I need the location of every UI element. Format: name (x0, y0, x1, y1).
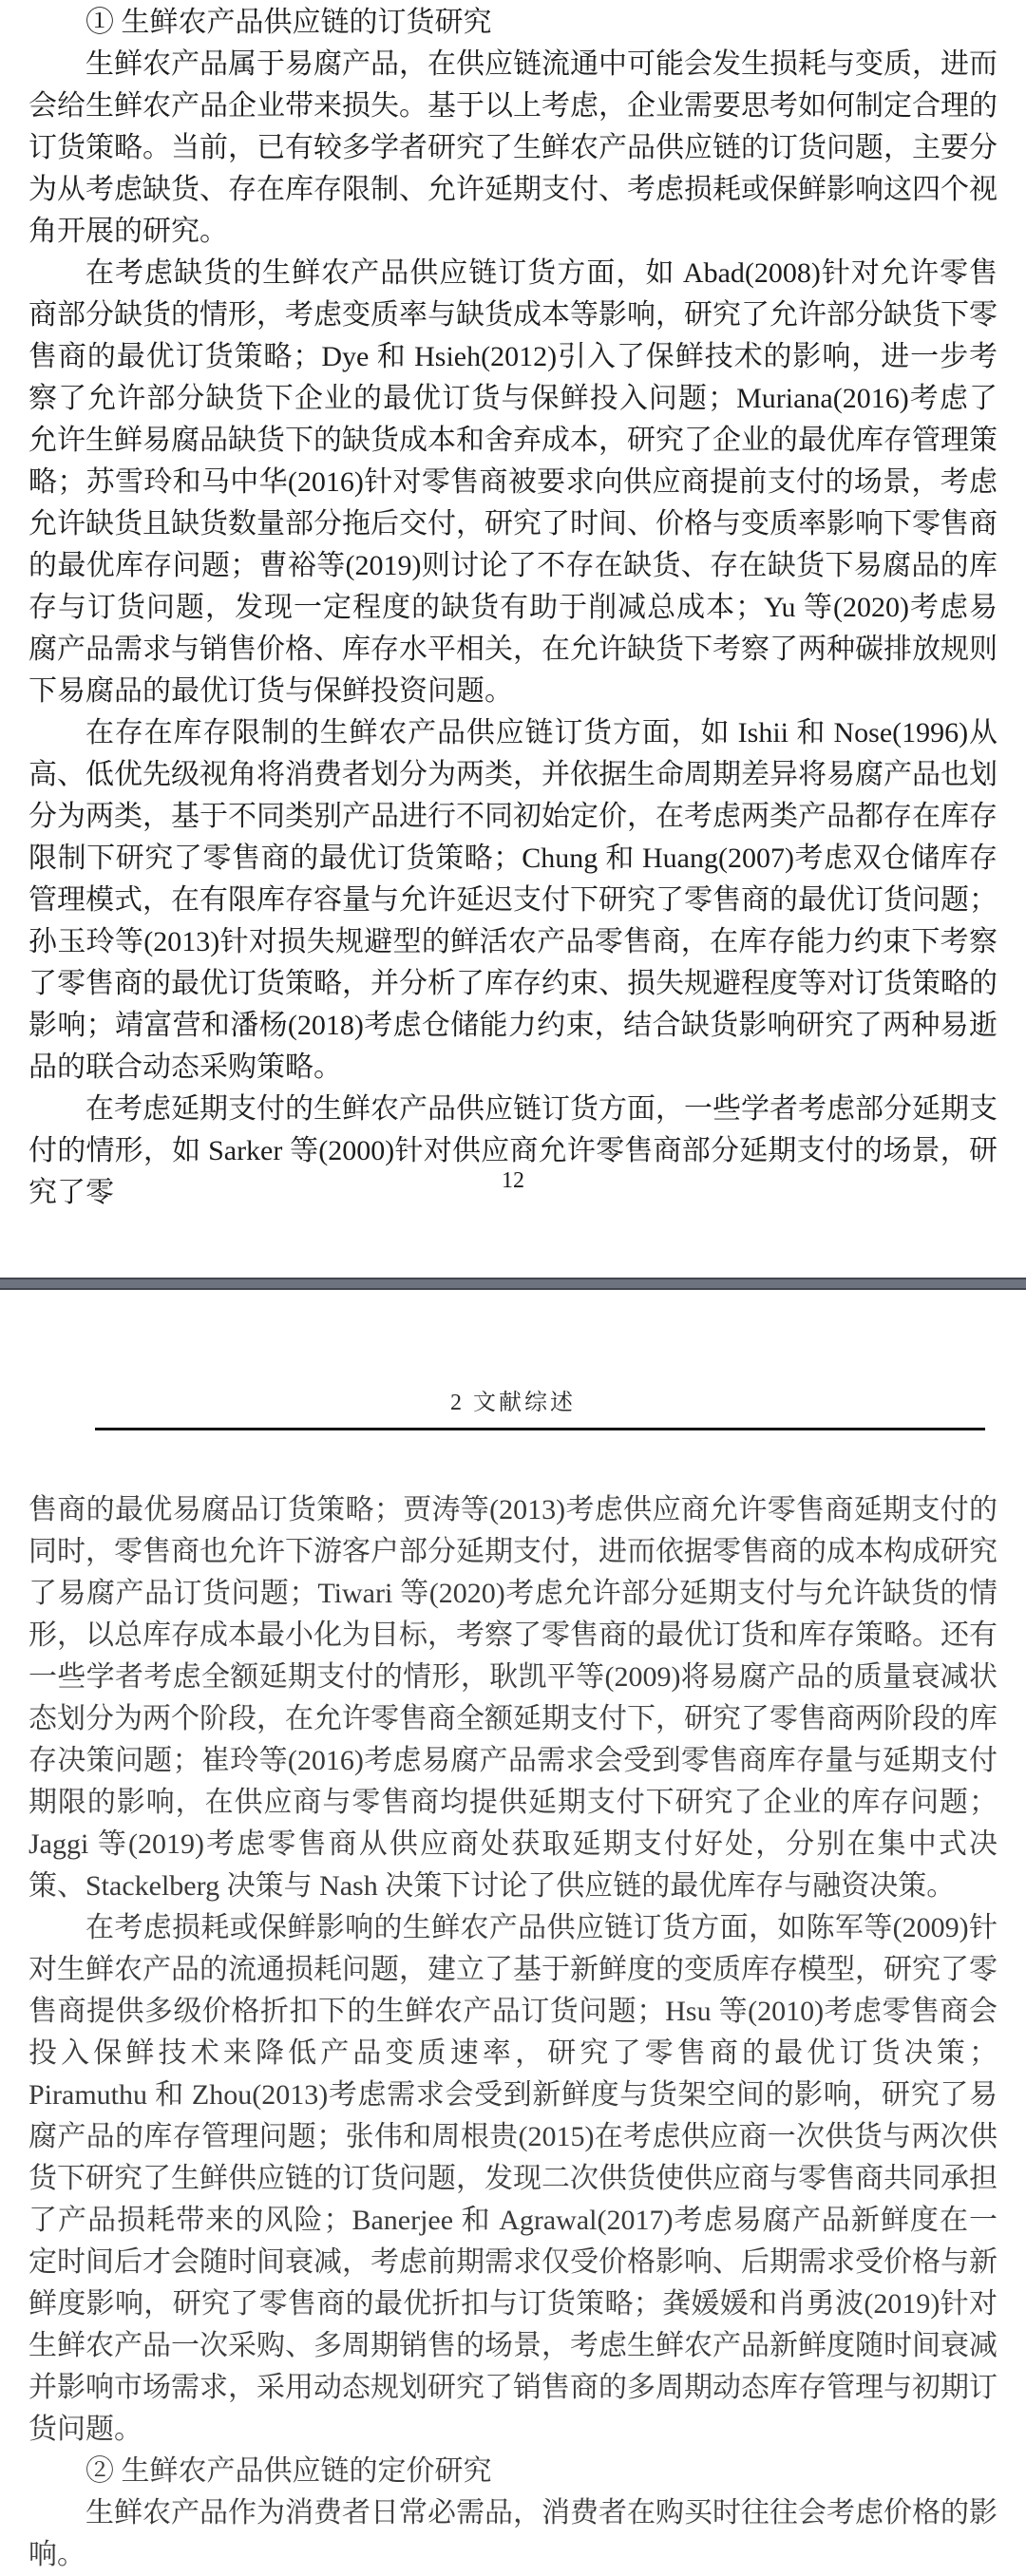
paragraph-delayed-payment-research-start: 在考虑延期支付的生鲜农产品供应链订货方面，一些学者考虑部分延期支付的情形，如 Sarker 等(2000)针对供应商允许零售商部分延期支付的场景，研究了零 (28, 1093, 998, 1208)
section-heading-ordering-research: ① 生鲜农产品供应链的订货研究 (86, 7, 492, 38)
document-page-2 (0, 1290, 1026, 2570)
paragraph-delayed-payment-research-continued: 售商的最优易腐品订货策略；贾涛等(2013)考虑供应商允许零售商延期支付的同时，零售商也允许下游客户部分延期支付，进而依据零售商的成本构成研究了易腐产品订货问题；Tiwari 等(2020)考虑允许部分延期支付与允许缺货的情形，以总库存成本最小化为目标，考察了零售商的最优订货和库存策略。还有一些学者考虑全额延期支付的情形，耿凯平等(2009)将易腐产品的质量衰减状态划分为两个阶段，在允许零售商全额延期支付下，研究了零售商两阶段的库存决策问题；崔玲等(2016)考虑易腐产品需求会受到零售商库存量与延期支付期限的影响，在供应商与零售商均提供延期支付下研究了企业的库存问题；Jaggi 等(2019)考虑零售商从供应商处获取延期支付好处，分别在集中式决策、Stackelberg 决策与 Nash 决策下讨论了供应链的最优库存与融资决策。 (28, 1494, 998, 1902)
document-page-1 (0, 0, 1026, 1278)
page-separator-bar (0, 1278, 1026, 1290)
paragraph-loss-freshness-research: 在考虑损耗或保鲜影响的生鲜农产品供应链订货方面，如陈军等(2009)针对生鲜农产品的流通损耗问题，建立了基于新鲜度的变质库存模型，研究了零售商提供多级价格折扣下的生鲜农产品订货问题；Hsu 等(2010)考虑零售商会投入保鲜技术来降低产品变质速率，研究了零售商的最优订货决策；Piramuthu 和 Zhou(2013)考虑需求会受到新鲜度与货架空间的影响，研究了易腐产品的库存管理问题；张伟和周根贵(2015)在考虑供应商一次供货与两次供货下研究了生鲜供应链的订货问题，发现二次供货使供应商与零售商共同承担了产品损耗带来的风险；Banerjee 和 Agrawal(2017)考虑易腐产品新鲜度在一定时间后才会随时间衰减，考虑前期需求仅受价格影响、后期需求受价格与新鲜度影响，研究了零售商的最优折扣与订货策略；龚媛媛和肖勇波(2019)针对生鲜农产品一次采购、多周期销售的场景，考虑生鲜农产品新鲜度随时间衰减并影响市场需求，采用动态规划研究了销售商的多周期动态库存管理与初期订货问题。 (28, 1912, 998, 2445)
page-1-body (28, 2, 998, 1214)
section-heading-pricing-research: ② 生鲜农产品供应链的定价研究 (86, 2455, 492, 2487)
page-2-body (28, 1489, 998, 2576)
paragraph-inventory-limit-research: 在存在库存限制的生鲜农产品供应链订货方面，如 Ishii 和 Nose(1996)从高、低优先级视角将消费者划分为两类，并依据生命周期差异将易腐产品也划分为两类，基于不同类别产品进行不同初始定价，在考虑两类产品都存在库存限制下研究了零售商的最优订货策略；Chung 和 Huang(2007)考虑双仓储库存管理模式，在有限库存容量与允许延迟支付下研究了零售商的最优订货问题；孙玉玲等(2013)针对损失规避型的鲜活农产品零售商，在库存能力约束下考察了零售商的最优订货策略，并分析了库存约束、损失规避程度等对订货策略的影响；靖富营和潘杨(2018)考虑仓储能力约束，结合缺货影响研究了两种易逝品的联合动态采购策略。 (28, 717, 998, 1083)
paragraph-stockout-research: 在考虑缺货的生鲜农产品供应链订货方面，如 Abad(2008)针对允许零售商部分缺货的情形，考虑变质率与缺货成本等影响，研究了允许部分缺货下零售商的最优订货策略；Dye 和 Hsieh(2012)引入了保鲜技术的影响，进一步考察了允许部分缺货下企业的最优订货与保鲜投入问题；Muriana(2016)考虑了允许生鲜易腐品缺货下的缺货成本和舍弃成本，研究了企业的最优库存管理策略；苏雪玲和马中华(2016)针对零售商被要求向供应商提前支付的场景，考虑允许缺货且缺货数量部分拖后交付，研究了时间、价格与变质率影响下零售商的最优库存问题；曹裕等(2019)则讨论了不存在缺货、存在缺货下易腐品的库存与订货问题，发现一定程度的缺货有助于削减总成本；Yu 等(2020)考虑易腐产品需求与销售价格、库存水平相关，在允许缺货下考察了两种碳排放规则下易腐品的最优订货与保鲜投资问题。 (28, 257, 998, 707)
page-number: 12 (502, 1168, 524, 1193)
header-rule (95, 1428, 985, 1430)
running-chapter-header: 2 文献综述 (450, 1391, 576, 1415)
paragraph-ordering-intro: 生鲜农产品属于易腐产品，在供应链流通中可能会发生损耗与变质，进而会给生鲜农产品企业带来损失。基于以上考虑，企业需要思考如何制定合理的订货策略。当前，已有较多学者研究了生鲜农产品供应链的订货问题，主要分为从考虑缺货、存在库存限制、允许延期支付、考虑损耗或保鲜影响这四个视角开展的研究。 (28, 48, 998, 247)
paragraph-pricing-intro: 生鲜农产品作为消费者日常必需品，消费者在购买时往往会考虑价格的影响。 (28, 2497, 998, 2570)
